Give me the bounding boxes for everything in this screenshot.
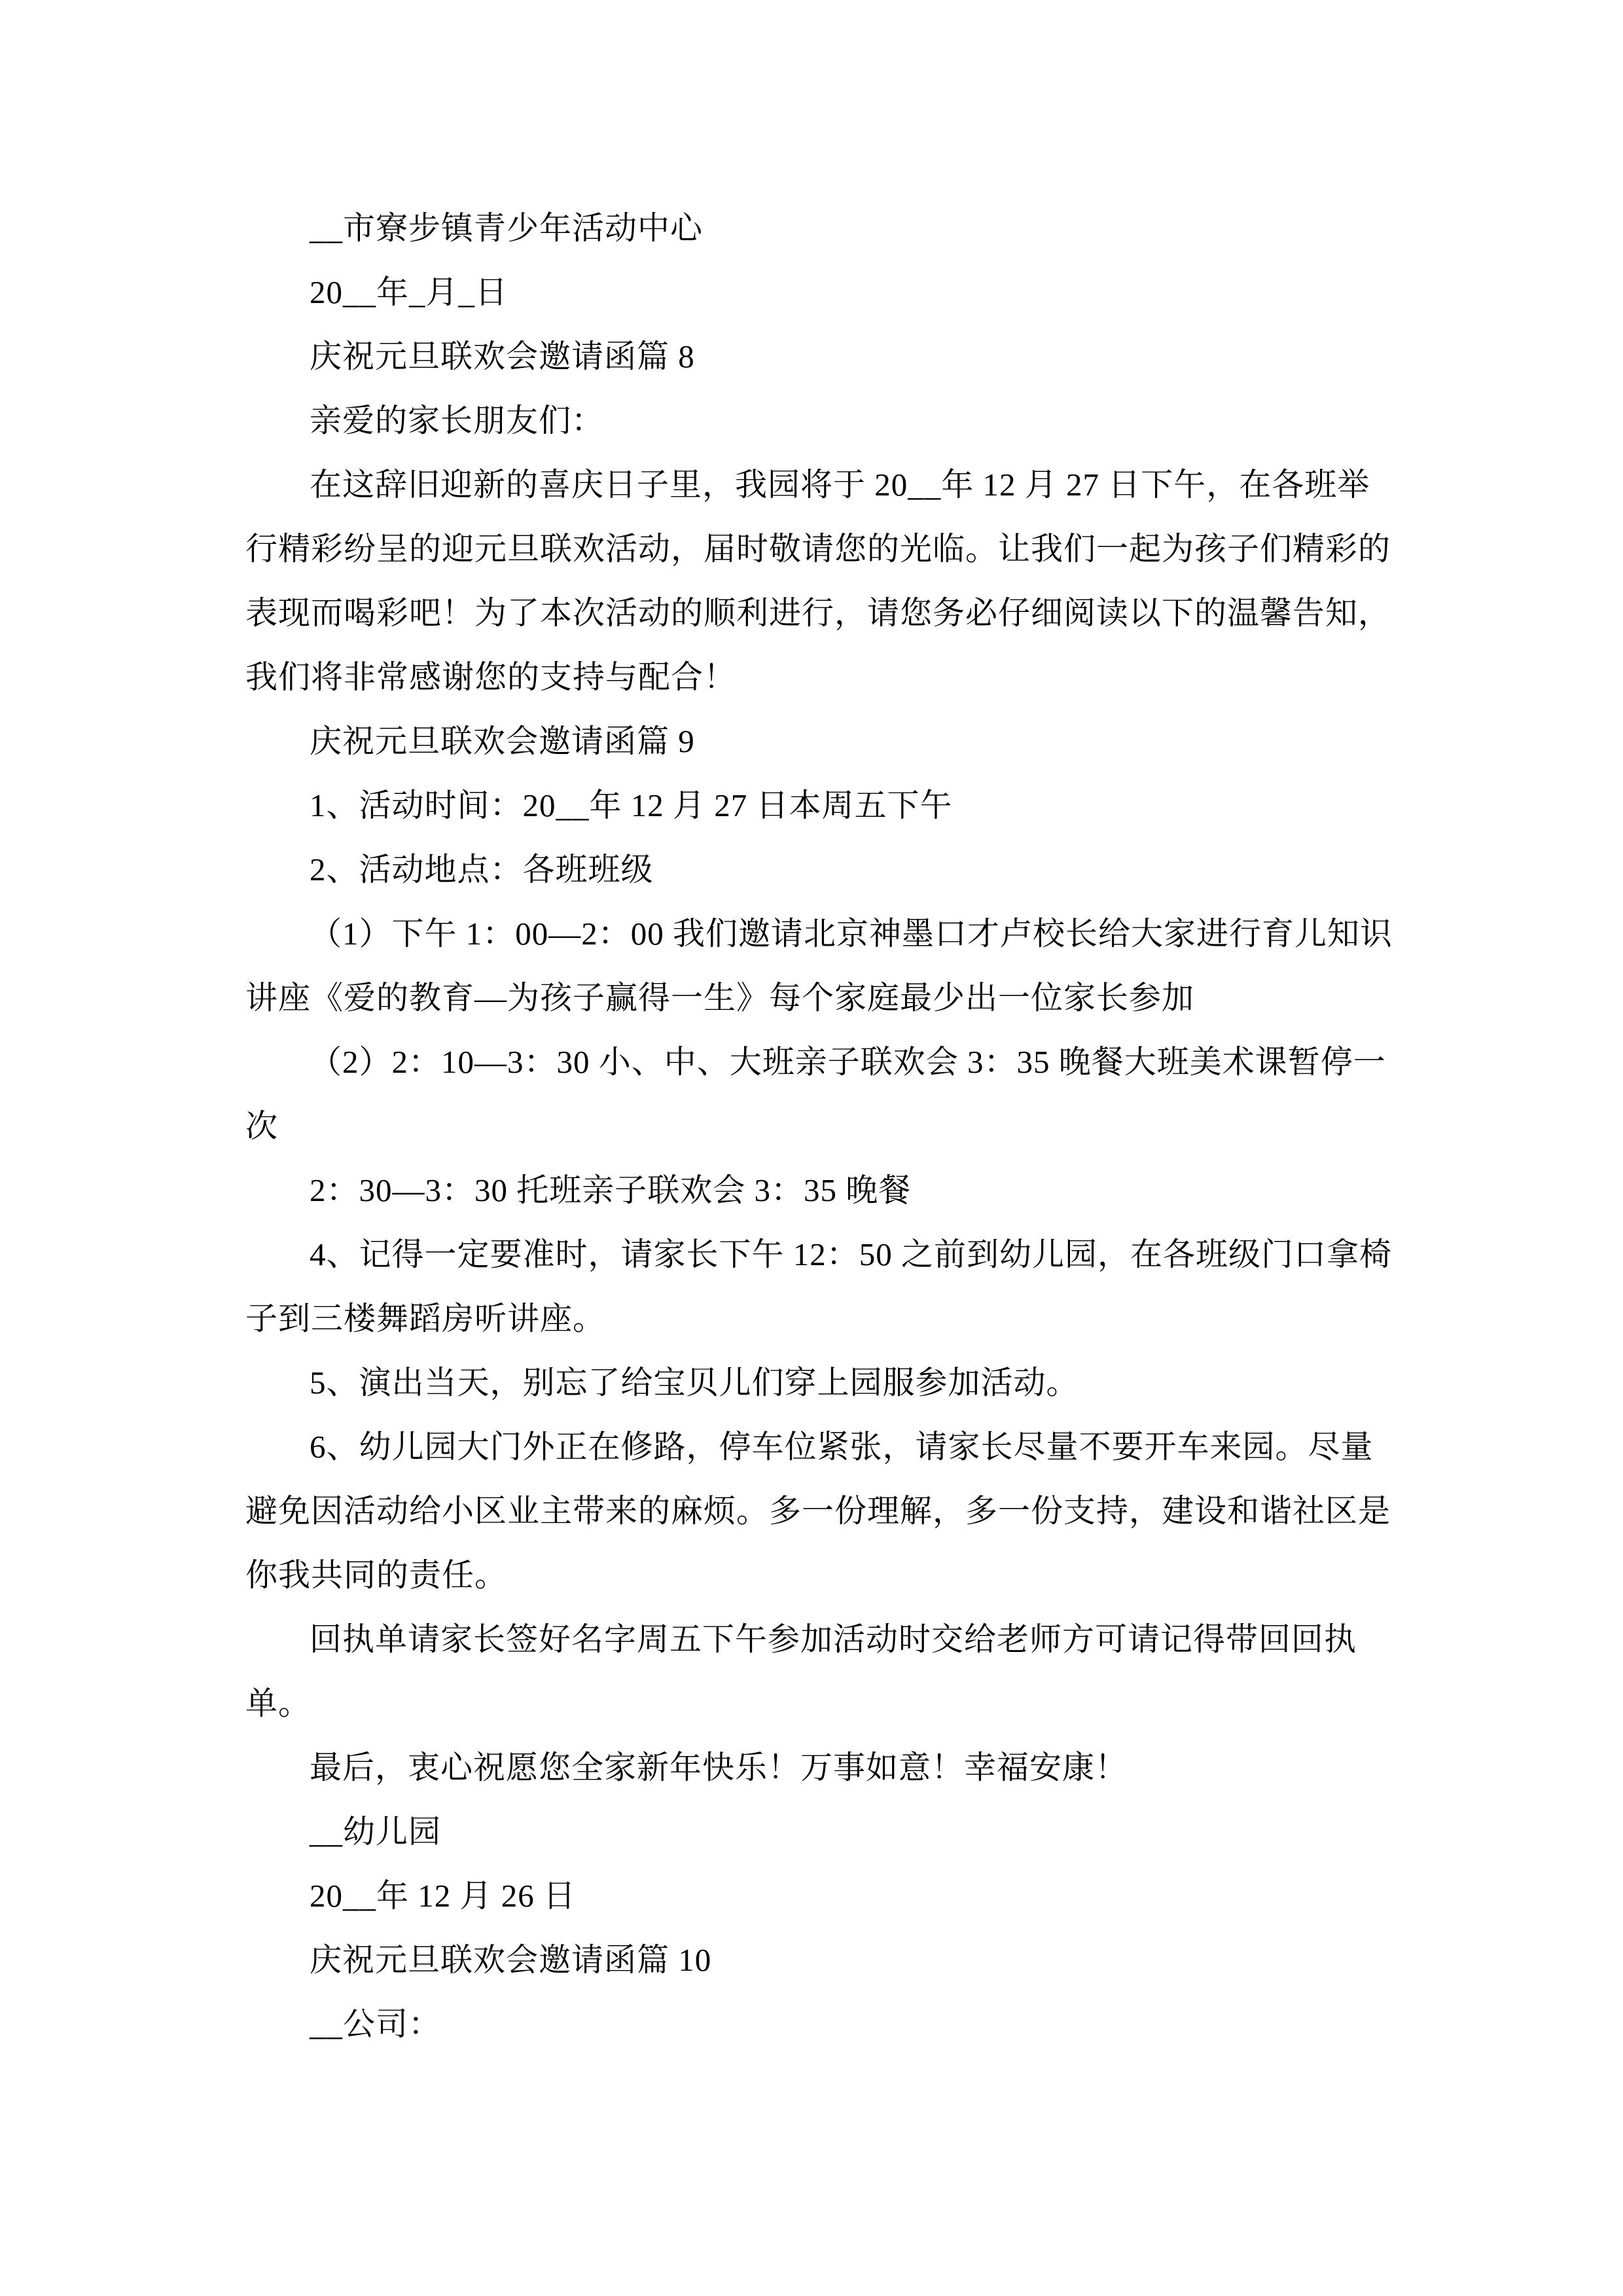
text-line: （2）2：10—3：30 小、中、大班亲子联欢会 3：35 晚餐大班美术课暂停一 xyxy=(310,1044,1386,1080)
text-line: 避免因活动给小区业主带来的麻烦。多一份理解，多一份支持，建设和谐社区是 xyxy=(245,1493,1391,1529)
text-line: 单。 xyxy=(245,1685,312,1721)
text-line: 1、活动时间：20__年 12 月 27 日本周五下午 xyxy=(310,787,953,823)
text-line: 5、演出当天，别忘了给宝贝儿们穿上园服参加活动。 xyxy=(310,1365,1079,1401)
text-line: 子到三楼舞蹈房听讲座。 xyxy=(245,1300,606,1336)
text-line: 4、记得一定要准时，请家长下午 12：50 之前到幼儿园，在各班级门口拿椅 xyxy=(310,1236,1393,1272)
text-line: 庆祝元旦联欢会邀请函篇 9 xyxy=(310,723,695,759)
text-line: 回执单请家长签好名字周五下午参加活动时交给老师方可请记得带回回执 xyxy=(310,1621,1357,1657)
text-line: __幼儿园 xyxy=(310,1814,442,1850)
text-line: 2、活动地点：各班班级 xyxy=(310,852,654,888)
text-line: 你我共同的责任。 xyxy=(245,1557,508,1593)
text-line: 在这辞旧迎新的喜庆日子里，我园将于 20__年 12 月 27 日下午，在各班举 xyxy=(310,467,1370,503)
text-line: 次 xyxy=(245,1108,279,1144)
text-line: 行精彩纷呈的迎元旦联欢活动，届时敬请您的光临。让我们一起为孩子们精彩的 xyxy=(245,531,1391,567)
text-line: 2：30—3：30 托班亲子联欢会 3：35 晚餐 xyxy=(310,1172,912,1208)
text-line: __公司： xyxy=(310,2006,442,2042)
text-line: （1）下午 1：00—2：00 我们邀请北京神墨口才卢校长给大家进行育儿知识 xyxy=(310,916,1393,952)
text-line: 庆祝元旦联欢会邀请函篇 8 xyxy=(310,338,695,374)
text-line: 6、幼儿园大门外正在修路，停车位紧张，请家长尽量不要开车来园。尽量 xyxy=(310,1429,1374,1465)
text-line: __市寮步镇青少年活动中心 xyxy=(310,210,704,246)
text-line: 亲爱的家长朋友们： xyxy=(310,403,605,439)
text-line: 表现而喝彩吧！为了本次活动的顺利进行，请您务必仔细阅读以下的温馨告知， xyxy=(245,595,1391,631)
text-line: 20__年_月_日 xyxy=(310,274,508,310)
document-text-block xyxy=(245,196,1393,2056)
text-line: 最后，衷心祝愿您全家新年快乐！万事如意！幸福安康！ xyxy=(310,1749,1128,1785)
text-line: 我们将非常感谢您的支持与配合！ xyxy=(245,659,737,695)
text-line: 讲座《爱的教育—为孩子赢得一生》每个家庭最少出一位家长参加 xyxy=(245,980,1195,1016)
text-line: 20__年 12 月 26 日 xyxy=(310,1878,577,1914)
text-line: 庆祝元旦联欢会邀请函篇 10 xyxy=(310,1942,712,1978)
